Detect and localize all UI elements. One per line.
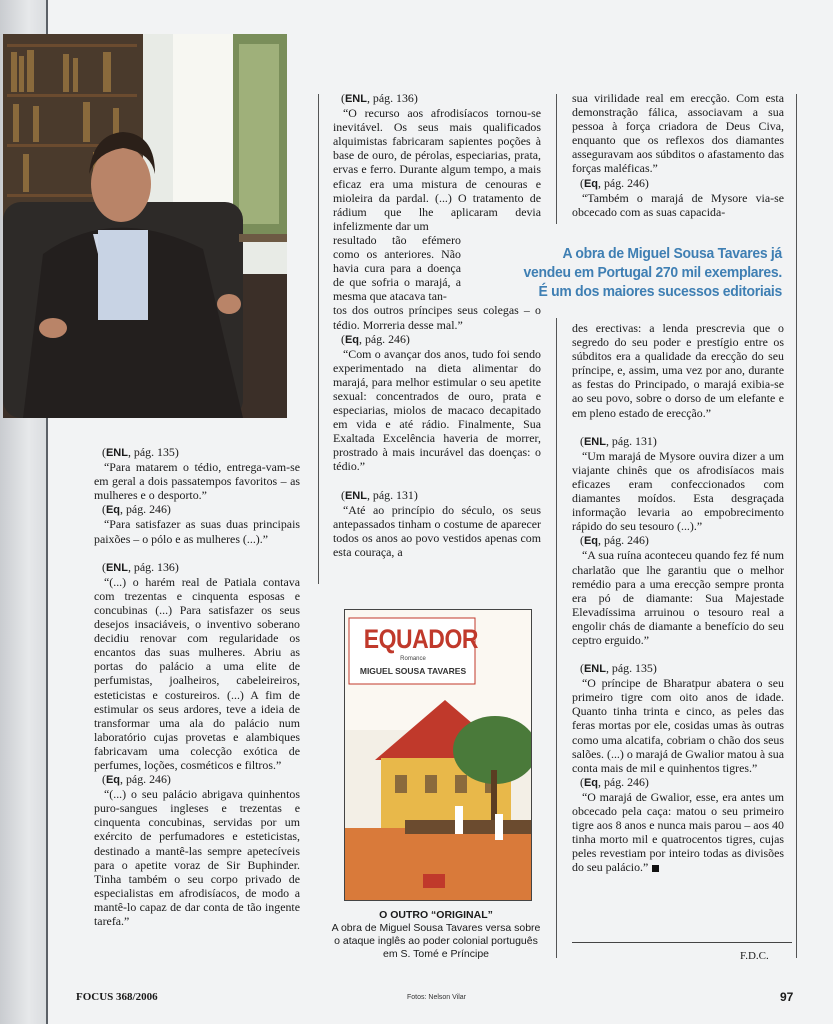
text-column-3 [572, 91, 784, 219]
reference-5: (Eq, pág. 246) [580, 774, 649, 789]
quote-paragraph: “O recurso aos afrodisíacos tornou-se inevitável. Os seus mais qualificados alquimistas fabricaram sapientes poções à base de ouro, de pérolas, especiarias, prata, ervas e ferro. Durante algum tempo, a mais eficaz era uma mistura de cenouras e mioleira da pardal. (...) O tratamento de rádium que lhe aplicaram devia infelizmente dar um [333, 106, 541, 233]
photo-credit: Fotos: Nelson Vilar [407, 994, 467, 1001]
quote-paragraph: “O marajá de Gwalior, esse, era antes um obcecado pela caça: matou o seu primeiro tigre aos 8 anos e nunca mais parou – aos 40 tinha morto mil e quatrocentos tigres, cujas peles revestiam por inteiro todas as divisões do seu palácio.” [572, 789, 784, 875]
magazine-issue: FOCUS 368/2006 [76, 991, 158, 1003]
quote-paragraph: “Para satisfazer as suas duas principais paixões – o pólo e as mulheres (...).” [94, 517, 300, 546]
quote-paragraph: des erectivas: a lenda prescrevia que o segredo do seu poder e prestígio entre os súbditos era a qualidade da erecção do seu príncipe, e, assim, uma vez por ano, durante as festas do Principado, o marajá exibia-se ao seu povo, sobre o dorso de um elefante e em pleno estado de erecção.” [572, 321, 784, 420]
book-subtitle: Romance [400, 656, 426, 662]
author-photo-illustration [3, 34, 287, 418]
reference-2: (Eq, pág. 246) [102, 502, 171, 517]
quote-paragraph: “O príncipe de Bharatpur abatera o seu primeiro tigre com oito anos de idade. Quanto tinha trinta e cinco, as peles das feras mortas por ele, cosidas umas às outras como uma alcatifa, cobriam o chão dos seus salões. (...) o marajá de Gwalior matou à sua conta mais de mil e quinhentos tigres.” [572, 676, 784, 775]
reference-4: (ENL, pág. 135) [580, 661, 657, 676]
quote-paragraph: “Até ao princípio do século, os seus antepassados tinham o costume de aparecer todos os anos ao povo vestidos apenas com esta couraça, a [333, 502, 541, 559]
column-rule-3 [796, 94, 797, 958]
reference-2: (ENL, pág. 131) [580, 433, 657, 448]
author-photo [3, 34, 287, 418]
reference-4: (Eq, pág. 246) [102, 772, 171, 787]
reference-3: (ENL, pág. 136) [102, 559, 179, 574]
column-rule-2 [556, 94, 557, 224]
reference-2: (Eq, pág. 246) [341, 331, 410, 346]
book-cover [344, 609, 532, 901]
signature-rule [572, 942, 792, 943]
book-title: EQUADOR [363, 624, 479, 654]
pull-quote-line: vendeu em Portugal 270 mil exemplares. [523, 264, 782, 281]
quote-paragraph: “A sua ruína aconteceu quando fez fé num charlatão que lhe garantiu que o melhor remédio para a uma erecção sempre pronta era pó de diamante: Sua Majestade Elevadíssima arruinou o tesouro real a engolir chás de diamante a benefício do seu ceptro erguido.” [572, 548, 784, 647]
quote-paragraph: “Com o avançar dos anos, tudo foi sendo experimentado na dieta alimentar do marajá, para melhor estimular o seu apetite sexual: concentrados de ouro, prata e especiarias, miolos de macaco decapitado em vida e até rádio. Finalmente, Sua Exaltada Excelência haveria de morrer, prostrado à mais incurável das doenças: o tédio.” [333, 346, 541, 474]
reference-1: (ENL, pág. 136) [341, 91, 418, 105]
text-column-2 [333, 91, 541, 559]
reference-1: (ENL, pág. 135) [102, 445, 179, 459]
quote-paragraph-narrow: resultado tão efémero como os anteriores. Não havia cura para a doença de que sofria o marajá, a mesma que atacava tan- [333, 232, 461, 304]
text-column-1 [94, 445, 300, 928]
reference-3: (Eq, pág. 246) [580, 533, 649, 548]
book-author: MIGUEL SOUSA TAVARES [359, 666, 467, 676]
page-number: 97 [780, 990, 794, 1004]
text-column-3-cont [572, 321, 784, 874]
reference-1: (Eq, pág. 246) [580, 175, 649, 190]
reference-3: (ENL, pág. 131) [341, 487, 418, 502]
book-caption [330, 909, 542, 961]
quote-paragraph-end: tos dos outros príncipes seus colegas – o tédio. Morreria desse mal.” [333, 303, 541, 332]
pull-quote-line: É um dos maiores sucessos editoriais [538, 283, 782, 300]
caption-title: O OUTRO “ORIGINAL” [379, 909, 493, 921]
pull-quote-line: A obra de Miguel Sousa Tavares já [562, 245, 782, 262]
column-rule-2b [556, 318, 557, 958]
caption-text: A obra de Miguel Sousa Tavares versa sobre o ataque inglês ao poder colonial português em S. Tomé e Príncipe [331, 922, 541, 960]
column-rule-1 [318, 94, 319, 584]
pull-quote [492, 244, 782, 301]
author-signature: F.D.C. [740, 950, 769, 962]
quote-paragraph: “(...) o seu palácio abrigava quinhentos puro-sangues ingleses e trezentas e cinquenta concubinas, servidas por um exército de perfumadores e esteticistas, destinado a mantê-las sempre apetecíveis para o apetite voraz de Sir Buphinder. Tinha também o seu corpo privado de especialistas em afrodisíacos, de modo a mantê-lo capaz de dar conta de tão ingente tarefa.” [94, 787, 300, 928]
quote-paragraph: “Para matarem o tédio, entrega-vam-se em geral a dois passatempos favoritos – as mulheres e o desporto.” [94, 460, 300, 503]
quote-paragraph: sua virilidade real em erecção. Com esta demonstração fálica, associavam a sua pessoa à força criadora de Deus Civa, enquanto que os reflexos dos diamantes asseguravam aos súbditos o afastamento das forças maléficas.” [572, 91, 784, 176]
end-mark [652, 865, 659, 872]
quote-paragraph: “Também o marajá de Mysore via-se obcecado com as suas capacida- [572, 190, 784, 219]
quote-paragraph: “Um marajá de Mysore ouvira dizer a um viajante chinês que os afrodisíacos mais eficazes eram confeccionados com diamantes moídos. Esta desgraçada informação levaria ao empobrecimento rápido do seu tesouro (...).” [572, 448, 784, 534]
quote-paragraph: “(...) o harém real de Patiala contava com trezentas e cinquenta esposas e concubinas (...) Para satisfazer os seus desejos insaciáveis, o inventivo soberano decidiu renovar com regularidade os encantos das suas mulheres. Abriu as portas do palácio a uma elite de perfumistas, joalheiros, cabeleireiros, esteticistas e costureiros. (...) A fim de estimular os seus ardores, teve a ideia de transformar uma ala do palácio num laboratório cujas provetas e alambiques fabricavam uma colecção exótica de perfumes, loções, cosméticos e filtros.” [94, 574, 300, 772]
